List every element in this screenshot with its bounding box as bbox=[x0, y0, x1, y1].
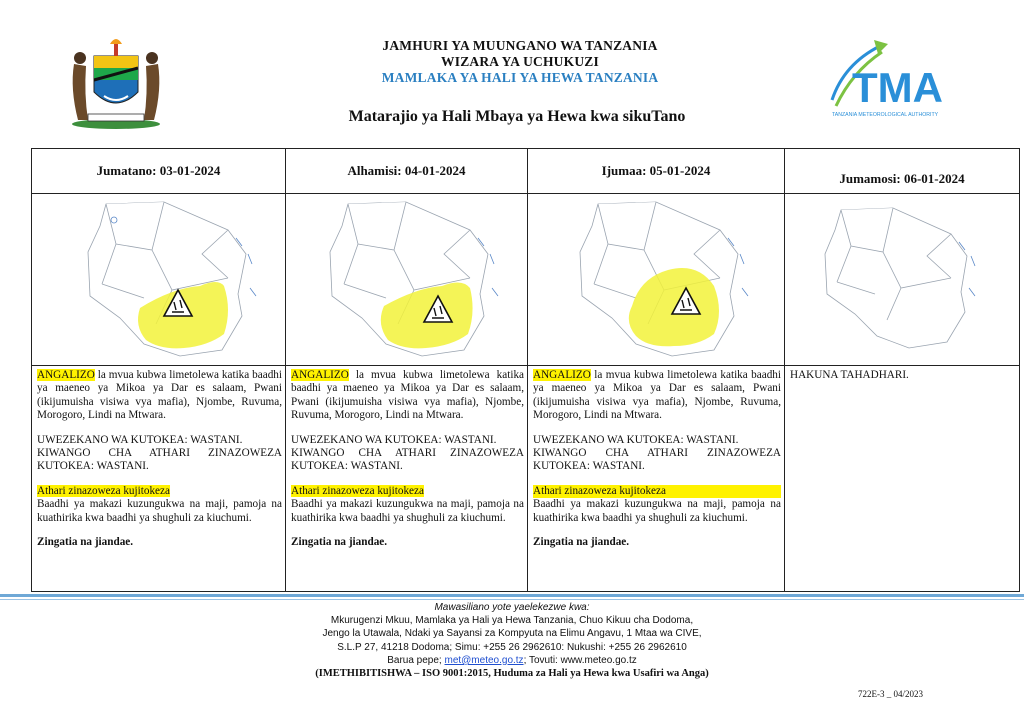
map-row bbox=[32, 194, 1020, 366]
forecast-details bbox=[528, 366, 785, 592]
logo-text: TMA bbox=[852, 64, 943, 111]
page-title: Matarajio ya Hali Mbaya ya Hewa kwa sikuTano bbox=[348, 108, 686, 125]
tma-logo bbox=[822, 36, 962, 122]
impacts-heading: Athari zinazoweza kujitokeza bbox=[533, 485, 781, 498]
email-label: Barua pepe; bbox=[387, 654, 445, 666]
logo-caption: TANZANIA METEOROLOGICAL AUTHORITY bbox=[832, 112, 939, 118]
forecast-details bbox=[32, 366, 286, 592]
contact-line: Jengo la Utawala, Ndaki ya Sayansi za Kompyuta na Elimu Angavu, 1 Mtaa wa CIVE, bbox=[322, 628, 702, 640]
advice-text: Zingatia na jiandae. bbox=[37, 536, 134, 549]
tanzania-map bbox=[32, 194, 284, 364]
republic-name: JAMHURI YA MUUNGANO WA TANZANIA bbox=[382, 38, 658, 53]
tanzania-map bbox=[785, 194, 1018, 364]
impact-level-text: KIWANGO CHA ATHARI ZINAZOWEZA KUTOKEA: WASTANI. bbox=[37, 447, 282, 473]
impacts-text: Baadhi ya makazi kuzungukwa na maji, pamoja na kuathirika kwa baadhi ya shughuli za kiuchumi. bbox=[37, 498, 282, 524]
angalizo-label: ANGALIZO bbox=[37, 369, 95, 381]
tanzania-map bbox=[286, 194, 526, 364]
impact-level-text: KIWANGO CHA ATHARI ZINAZOWEZA KUTOKEA: WASTANI. bbox=[533, 447, 781, 473]
contact-intro: Mawasiliano yote yaelekezwe kwa: bbox=[434, 602, 590, 613]
map-cell bbox=[32, 194, 286, 366]
email-link[interactable]: met@meteo.go.tz bbox=[444, 654, 524, 666]
forecast-details bbox=[286, 366, 528, 592]
day-header-row bbox=[32, 149, 1020, 194]
impacts-heading: Athari zinazoweza kujitokeza bbox=[291, 484, 424, 497]
certification-text: (IMETHIBITISHWA – ISO 9001:2015, Huduma za Hali ya Hewa kwa Usafiri wa Anga) bbox=[315, 668, 709, 680]
footer-divider-thin bbox=[0, 599, 1024, 600]
day-header: Ijumaa: 05-01-2024 bbox=[528, 149, 785, 194]
day-header: Alhamisi: 04-01-2024 bbox=[286, 149, 528, 194]
likelihood-text: UWEZEKANO WA KUTOKEA: WASTANI. bbox=[291, 433, 497, 446]
contact-footer bbox=[200, 601, 824, 680]
advice-text: Zingatia na jiandae. bbox=[291, 536, 388, 549]
angalizo-label: ANGALIZO bbox=[533, 369, 591, 381]
day-header: Jumatano: 03-01-2024 bbox=[32, 149, 286, 194]
forecast-table bbox=[31, 148, 1020, 592]
warning-text: la mvua kubwa limetolewa katika baadhi ya maeneo ya Mikoa ya Dar es salaam, Pwani (ikijumuisha visiwa vya mafia), Njombe, Ruvuma, Morogoro, Lindi na Mtwara. bbox=[533, 369, 781, 422]
website-text: ; Tovuti: www.meteo.go.tz bbox=[523, 654, 637, 666]
contact-web-line bbox=[200, 654, 824, 667]
day-header: Jumamosi: 06-01-2024 bbox=[785, 149, 1020, 194]
details-row bbox=[32, 366, 1020, 592]
tanzania-map bbox=[528, 194, 783, 364]
document-header bbox=[0, 0, 1024, 150]
footer-divider bbox=[0, 594, 1024, 597]
impacts-text: Baadhi ya makazi kuzungukwa na maji, pamoja na kuathirika kwa baadhi ya shughuli za kiuchumi. bbox=[291, 498, 524, 524]
angalizo-label: ANGALIZO bbox=[291, 369, 349, 381]
likelihood-text: UWEZEKANO WA KUTOKEA: WASTANI. bbox=[37, 433, 243, 446]
advice-text: Zingatia na jiandae. bbox=[533, 536, 630, 549]
coat-of-arms-icon bbox=[60, 34, 172, 130]
map-cell bbox=[286, 194, 528, 366]
authority-name: MAMLAKA YA HALI YA HEWA TANZANIA bbox=[381, 70, 659, 85]
header-titles bbox=[280, 38, 760, 86]
no-warning-text: HAKUNA TAHADHARI. bbox=[790, 369, 909, 381]
impacts-text: Baadhi ya makazi kuzungukwa na maji, pamoja na kuathirika kwa baadhi ya shughuli za kiuchumi. bbox=[533, 498, 781, 524]
ministry-name: WIZARA YA UCHUKUZI bbox=[441, 54, 599, 69]
contact-line: Mkurugenzi Mkuu, Mamlaka ya Hali ya Hewa Tanzania, Chuo Kikuu cha Dodoma, bbox=[330, 615, 694, 627]
warning-text: la mvua kubwa limetolewa katika baadhi ya maeneo ya Mikoa ya Dar es salaam, Pwani (ikijumuisha visiwa vya mafia), Njombe, Ruvuma, Morogoro, Lindi na Mtwara. bbox=[37, 369, 282, 422]
forecast-details bbox=[785, 366, 1020, 592]
likelihood-text: UWEZEKANO WA KUTOKEA: WASTANI. bbox=[533, 433, 739, 446]
map-cell bbox=[785, 194, 1020, 366]
contact-line: S.L.P 27, 41218 Dodoma; Simu: +255 26 2962610: Nukushi: +255 26 2962610 bbox=[337, 641, 687, 653]
warning-text: la mvua kubwa limetolewa katika baadhi ya maeneo ya Mikoa ya Dar es salaam, Pwani (ikijumuisha visiwa vya mafia), Njombe, Ruvuma, Morogoro, Lindi na Mtwara. bbox=[291, 369, 524, 422]
map-cell bbox=[528, 194, 785, 366]
impact-level-text: KIWANGO CHA ATHARI ZINAZOWEZA KUTOKEA: WASTANI. bbox=[291, 447, 524, 473]
impacts-heading: Athari zinazoweza kujitokeza bbox=[37, 484, 170, 497]
document-code: 722E-3 _ 04/2023 bbox=[858, 689, 923, 699]
